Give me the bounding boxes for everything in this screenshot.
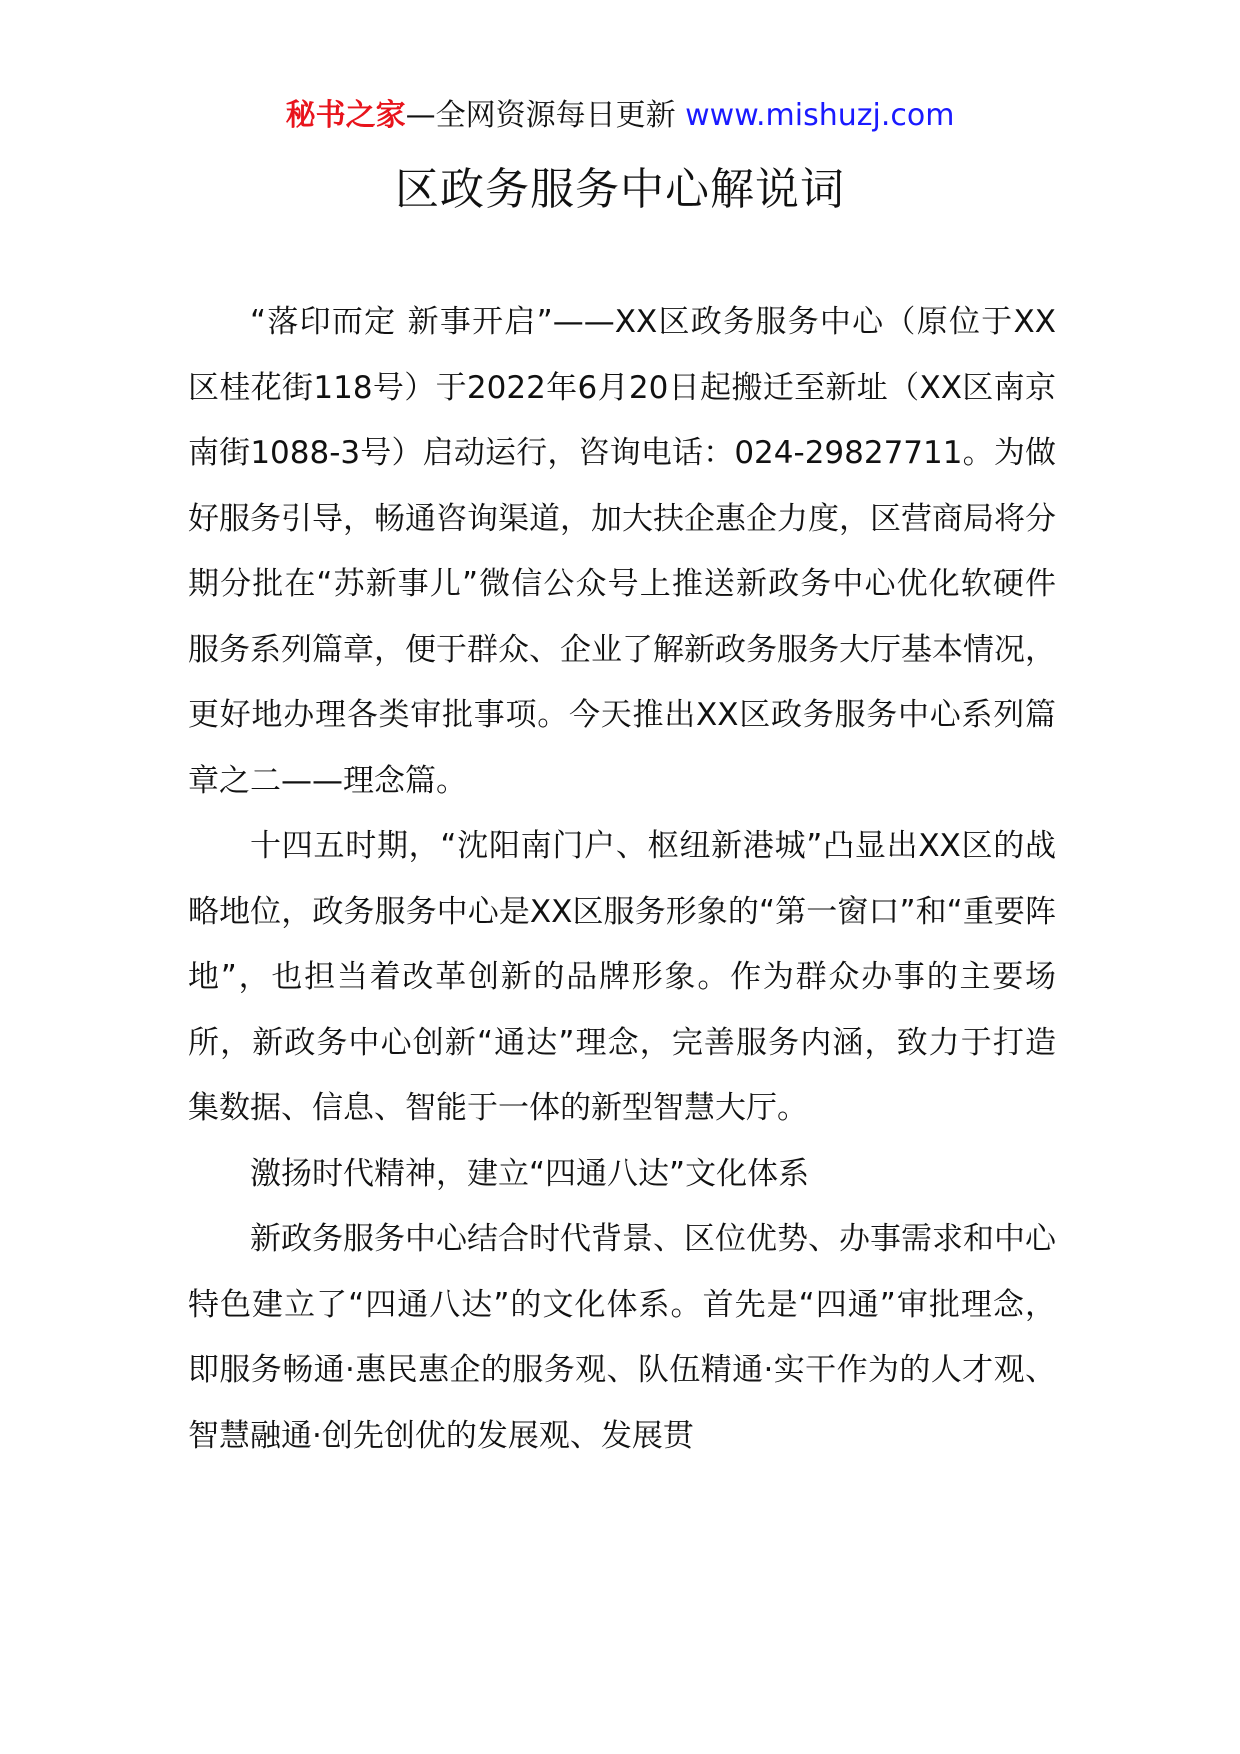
document-body xyxy=(188,290,1056,1469)
section-heading: 激扬时代精神，建立“四通八达”文化体系 xyxy=(250,1155,810,1192)
site-slogan: —全网资源每日更新 xyxy=(405,98,686,133)
paragraph: “落印而定 新事开启”——XX区政务服务中心（原位于XX区桂花街118号）于2022年6月20日起搬迁至新址（XX区南京南街1088-3号）启动运行，咨询电话：024-29827711。为做好服务引导，畅通咨询渠道，加大扶企惠企力度，区营商局将分期分批在“苏新事儿”微信公众号上推送新政务中心优化软硬件服务系列篇章，便于群众、企业了解新政务服务大厅基本情况，更好地办理各类审批事项。今天推出XX区政务服务中心系列篇章之二——理念篇。 xyxy=(188,304,1056,799)
paragraph: 新政务服务中心结合时代背景、区位优势、办事需求和中心特色建立了“四通八达”的文化体系。首先是“四通”审批理念，即服务畅通·惠民惠企的服务观、队伍精通·实干作为的人才观、智慧融通·创先创优的发展观、发展贯 xyxy=(188,1221,1056,1454)
site-header xyxy=(0,96,1240,136)
document-title: 区政务服务中心解说词 xyxy=(395,164,845,215)
paragraph: 十四五时期，“沈阳南门户、枢纽新港城”凸显出XX区的战略地位，政务服务中心是XX区服务形象的“第一窗口”和“重要阵地”，也担当着改革创新的品牌形象。作为群众办事的主要场所，新政务中心创新“通达”理念，完善服务内涵，致力于打造集数据、信息、智能于一体的新型智慧大厅。 xyxy=(188,828,1056,1126)
site-url-link[interactable]: www.mishuzj.com xyxy=(685,98,955,133)
site-brand: 秘书之家 xyxy=(285,98,406,133)
